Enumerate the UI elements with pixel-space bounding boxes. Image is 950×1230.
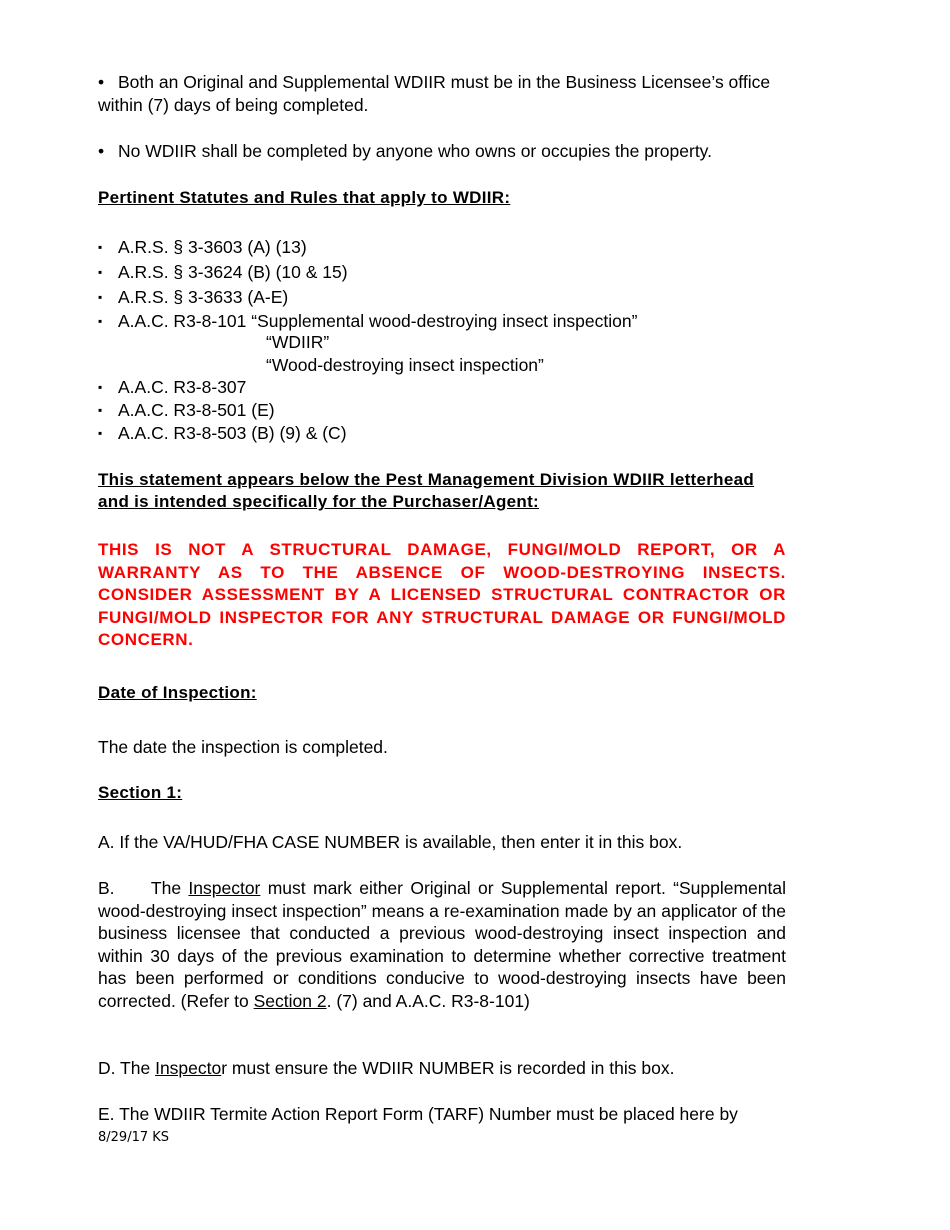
- bullet-marker: •: [98, 141, 105, 161]
- section1-d-prefix: D. The: [98, 1058, 151, 1078]
- statute-item: ▪ A.A.C. R3-8-101 “Supplemental wood-destroying insect inspection”: [98, 311, 638, 331]
- statute-item: ▪ A.A.C. R3-8-503 (B) (9) & (C): [98, 423, 347, 443]
- warning-text: THIS IS NOT A STRUCTURAL DAMAGE, FUNGI/MOLD REPORT, OR A WARRANTY AS TO THE ABSENCE OF WOOD-DESTROYING INSECTS. CONSIDER ASSESSMENT BY A LICENSED STRUCTURAL CONTRACTOR OR FUNGI/MOLD INSPECTOR FOR ANY STRUCTURAL DAMAGE OR FUNGI/MOLD CONCERN.: [98, 540, 786, 649]
- bullet-item-2: [98, 140, 786, 163]
- page-footer: 8/29/17 KS: [98, 1130, 170, 1145]
- section1-d: [98, 1057, 786, 1080]
- statute-subitem: “WDIIR”: [266, 332, 330, 352]
- section1-e: E. The WDIIR Termite Action Report Form (TARF) Number must be placed here by: [98, 1104, 738, 1124]
- section1-heading: Section 1:: [98, 783, 183, 802]
- bullet-text: No WDIIR shall be completed by anyone who owns or occupies the property.: [118, 141, 713, 161]
- section1-b-text: must mark either Original or Supplemental report. “Supplemental wood-destroying insect inspection” means a re-examination made by an applicator of the business licensee that conducted a previous wood-destroying insect inspection and within 30 days of the previous examination to determine whether corrective treatment has been performed or conditions conducive to wood-destroying insects have been corrected. (Refer to: [98, 878, 786, 1011]
- section1-b: [98, 877, 786, 1013]
- bullet-marker: •: [98, 72, 105, 92]
- date-text: The date the inspection is completed.: [98, 737, 388, 757]
- inspector-link: Inspecto: [155, 1058, 222, 1078]
- statute-item: ▪ A.A.C. R3-8-501 (E): [98, 400, 275, 420]
- statute-item: ▪ A.A.C. R3-8-307: [98, 377, 247, 397]
- statute-subitem: “Wood-destroying insect inspection”: [266, 355, 544, 375]
- statute-item: ▪ A.R.S. § 3-3603 (A) (13): [98, 237, 307, 257]
- date-heading: Date of Inspection:: [98, 683, 257, 702]
- inspector-link: Inspector: [188, 878, 261, 898]
- section1-b-suffix: . (7) and A.A.C. R3-8-101): [326, 990, 530, 1011]
- statute-item: ▪ A.R.S. § 3-3624 (B) (10 & 15): [98, 262, 348, 282]
- bullet-text: Both an Original and Supplemental WDIIR must be in the Business Licensee’s office within (7) days of being completed.: [98, 72, 771, 115]
- section1-d-suffix: r must ensure the WDIIR NUMBER is recorded in this box.: [221, 1058, 675, 1078]
- statement-heading: This statement appears below the Pest Management Division WDIIR letterhead and is intended specifically for the Purchaser/Agent:: [98, 470, 755, 511]
- bullet-item-1: [98, 71, 786, 117]
- section1-a: A. If the VA/HUD/FHA CASE NUMBER is available, then enter it in this box.: [98, 832, 683, 852]
- statutes-heading: Pertinent Statutes and Rules that apply to WDIIR:: [98, 188, 511, 207]
- statute-item: ▪ A.R.S. § 3-3633 (A-E): [98, 287, 289, 307]
- section2-link: Section 2: [253, 990, 327, 1011]
- section1-b-prefix: B. The: [98, 878, 182, 898]
